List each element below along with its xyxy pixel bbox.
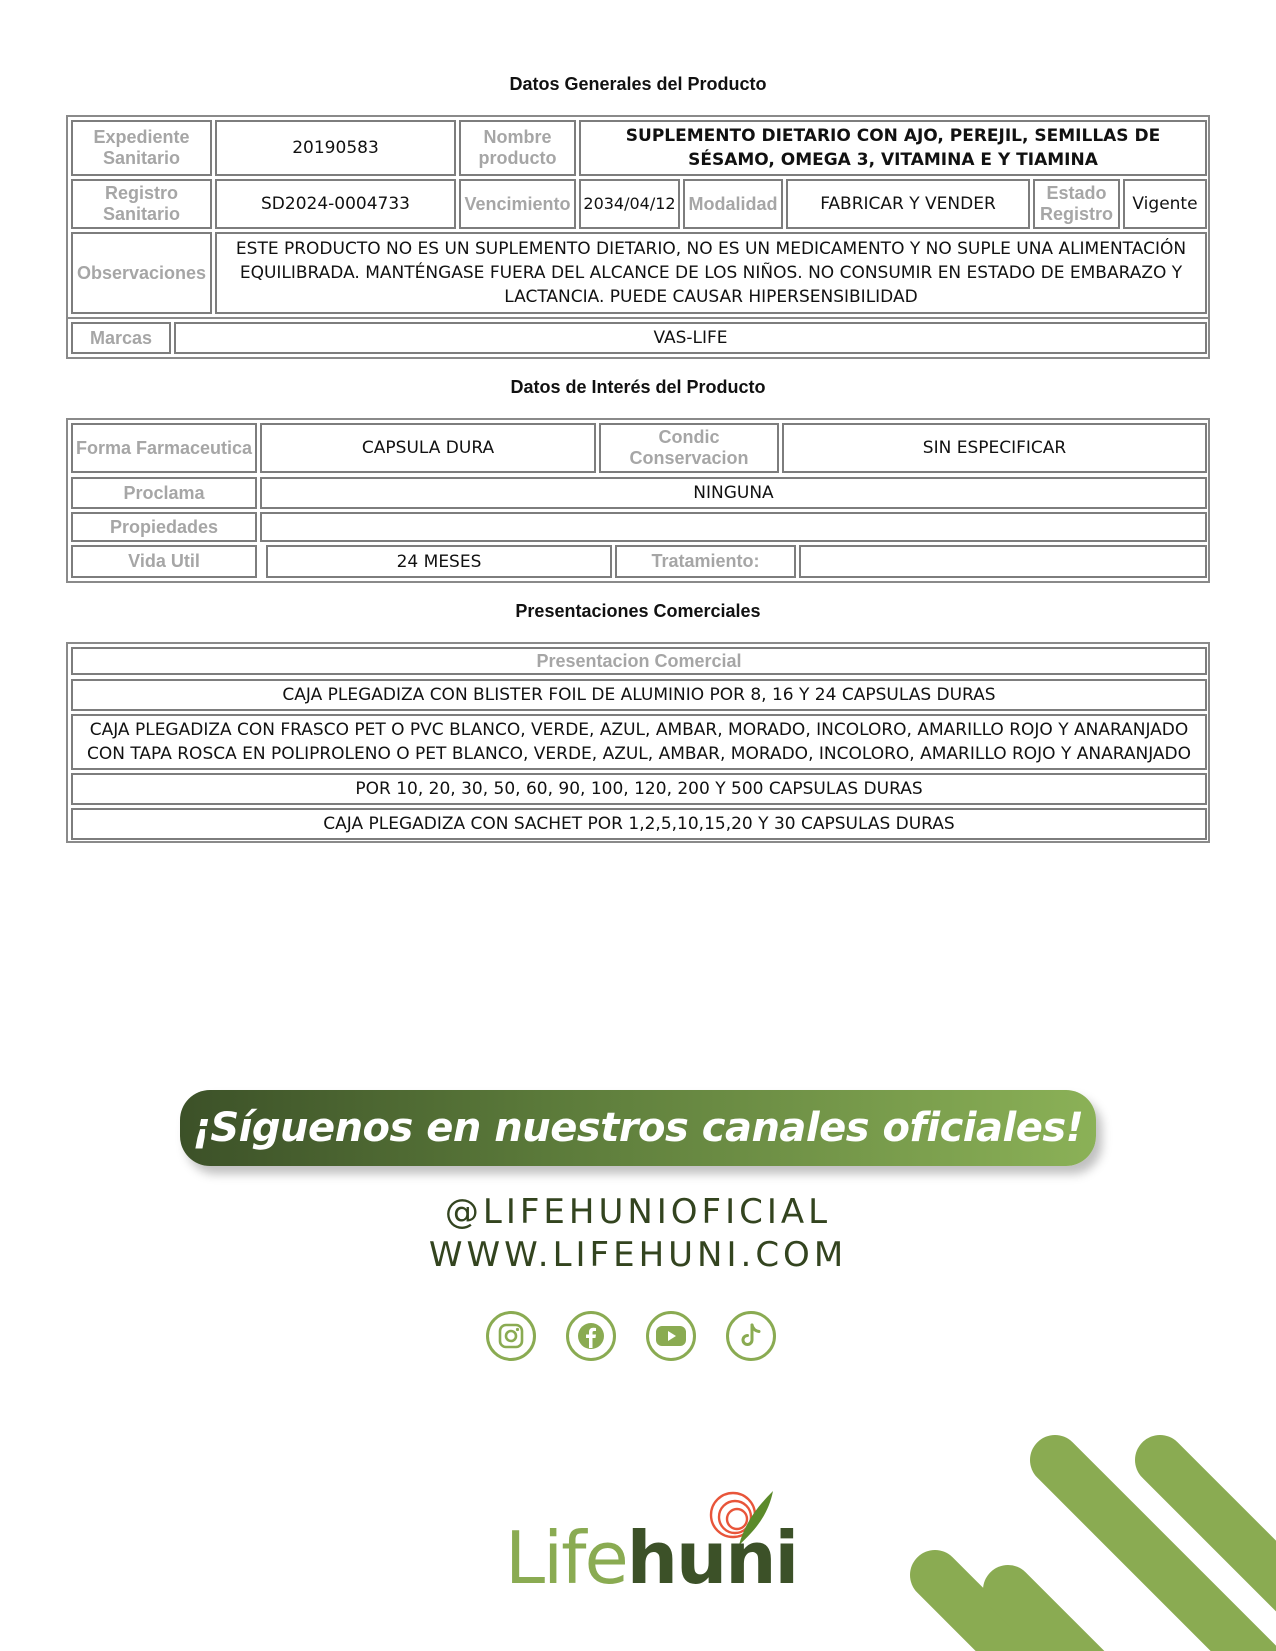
vida-label: Vida Util	[71, 545, 257, 578]
tratamiento-label: Tratamiento:	[615, 545, 796, 578]
condic-label: Condic Conservacion	[599, 423, 779, 473]
proclama-label: Proclama	[71, 477, 257, 509]
registro-label: Registro Sanitario	[71, 179, 212, 229]
presentacion-row: CAJA PLEGADIZA CON SACHET POR 1,2,5,10,15,20 Y 30 CAPSULAS DURAS	[71, 808, 1207, 840]
modalidad-value: FABRICAR Y VENDER	[786, 179, 1030, 229]
banner-text: ¡Síguenos en nuestros canales oficiales!	[192, 1105, 1084, 1151]
presentacion-row: CAJA PLEGADIZA CON FRASCO PET O PVC BLANCO, VERDE, AZUL, AMBAR, MORADO, INCOLORO, AMARILLO ROJO Y ANARANJADO CON TAPA ROSCA EN POLIPROLENO O PET BLANCO, VERDE, AZUL, AMBAR, MORADO, INCOLORO, AMARILLO ROJO Y ANARANJADO	[71, 714, 1207, 770]
estado-label: Estado Registro	[1033, 179, 1120, 229]
nombre-label: Nombre producto	[459, 120, 576, 176]
presentacion-row: CAJA PLEGADIZA CON BLISTER FOIL DE ALUMINIO POR 8, 16 Y 24 CAPSULAS DURAS	[71, 679, 1207, 711]
presentacion-row: POR 10, 20, 30, 50, 60, 90, 100, 120, 200 Y 500 CAPSULAS DURAS	[71, 773, 1207, 805]
social-banner	[180, 1090, 1096, 1166]
expediente-label: Expediente Sanitario	[71, 120, 212, 176]
modalidad-label: Modalidad	[683, 179, 783, 229]
propiedades-value	[260, 512, 1207, 542]
nombre-value: SUPLEMENTO DIETARIO CON AJO, PEREJIL, SEMILLAS DE SÉSAMO, OMEGA 3, VITAMINA E Y TIAMINA	[579, 120, 1207, 176]
interes-section-title: Datos de Interés del Producto	[510, 377, 766, 397]
estado-value: Vigente	[1123, 179, 1207, 229]
proclama-value: NINGUNA	[260, 477, 1207, 509]
expediente-value: 20190583	[215, 120, 456, 176]
decorative-stripes	[880, 1400, 1276, 1651]
presentacion-header: Presentacion Comercial	[71, 647, 1207, 675]
general-table	[66, 115, 1210, 359]
lifehuni-logo	[505, 1483, 798, 1603]
marcas-label: Marcas	[71, 322, 171, 354]
general-section-title: Datos Generales del Producto	[509, 74, 767, 94]
social-handle[interactable]: @LIFEHUNIOFICIAL	[444, 1192, 832, 1232]
observaciones-label: Observaciones	[71, 232, 212, 314]
table-divider	[68, 317, 1208, 319]
logo-text: Lifehuni	[505, 1516, 798, 1600]
observaciones-value: ESTE PRODUCTO NO ES UN SUPLEMENTO DIETARIO, NO ES UN MEDICAMENTO Y NO SUPLE UNA ALIMENTACIÓN EQUILIBRADA. MANTÉNGASE FUERA DEL ALCANCE DE LOS NIÑOS. NO CONSUMIR EN ESTADO DE EMBARAZO Y LACTANCIA. PUEDE CAUSAR HIPERSENSIBILIDAD	[215, 232, 1207, 314]
tratamiento-value	[799, 545, 1207, 578]
instagram-icon[interactable]	[486, 1311, 536, 1361]
facebook-icon[interactable]	[566, 1311, 616, 1361]
youtube-icon[interactable]	[646, 1311, 696, 1361]
vencimiento-value: 2034/04/12	[579, 179, 680, 229]
interes-table	[66, 418, 1210, 583]
website-link[interactable]: WWW.LIFEHUNI.COM	[428, 1235, 848, 1275]
registro-value: SD2024-0004733	[215, 179, 456, 229]
forma-value: CAPSULA DURA	[260, 423, 596, 473]
marcas-value: VAS-LIFE	[174, 322, 1207, 354]
tiktok-icon[interactable]	[726, 1311, 776, 1361]
propiedades-label: Propiedades	[71, 512, 257, 542]
presentaciones-table	[66, 642, 1210, 843]
presentaciones-section-title: Presentaciones Comerciales	[515, 601, 761, 621]
forma-label: Forma Farmaceutica	[71, 423, 257, 473]
vencimiento-label: Vencimiento	[459, 179, 576, 229]
vida-value: 24 MESES	[266, 545, 612, 578]
condic-value: SIN ESPECIFICAR	[782, 423, 1207, 473]
